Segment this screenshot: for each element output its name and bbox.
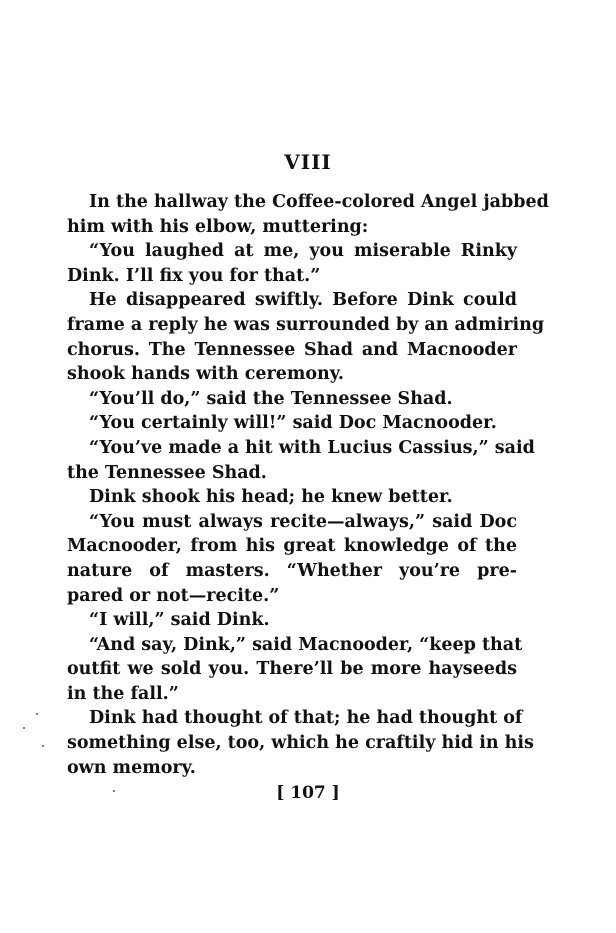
text-line: in the fall.” bbox=[67, 683, 179, 704]
text-line: Macnooder, from his great knowledge of the bbox=[67, 536, 517, 557]
paper-speck bbox=[36, 713, 38, 715]
text-line: “You’ve made a hit with Lucius Cassius,” said bbox=[89, 437, 535, 458]
text-line: the Tennessee Shad. bbox=[67, 462, 267, 483]
text-line: nature of masters. “Whether you’re pre- bbox=[67, 560, 517, 581]
body-text bbox=[67, 190, 549, 780]
text-line: Dink shook his head; he knew better. bbox=[89, 487, 453, 508]
text-line: “And say, Dink,” said Macnooder, “keep that bbox=[89, 634, 523, 655]
text-line: “You certainly will!” said Doc Macnooder. bbox=[89, 413, 497, 434]
text-line: him with his elbow, muttering: bbox=[67, 216, 369, 237]
text-line: Dink. I’ll fix you for that.” bbox=[67, 265, 321, 286]
text-line: chorus. The Tennessee Shad and Macnooder bbox=[67, 339, 517, 360]
text-line: “You must always recite—always,” said Doc bbox=[89, 511, 517, 532]
text-line: pared or not—recite.” bbox=[67, 585, 280, 606]
text-line: “I will,” said Dink. bbox=[89, 610, 270, 631]
paper-speck bbox=[113, 790, 115, 792]
text-line: own memory. bbox=[67, 757, 196, 778]
page-number: [ 107 ] bbox=[276, 783, 340, 803]
text-line: “You laughed at me, you miserable Rinky bbox=[89, 241, 517, 262]
text-line: Dink had thought of that; he had thought of bbox=[89, 708, 523, 729]
text-line: shook hands with ceremony. bbox=[67, 364, 345, 385]
text-line: “You’ll do,” said the Tennessee Shad. bbox=[89, 388, 453, 409]
text-line: In the hallway the Coffee-colored Angel jabbed bbox=[89, 192, 549, 212]
text-line: He disappeared swiftly. Before Dink could bbox=[89, 290, 517, 311]
paper-speck bbox=[42, 745, 44, 747]
paper-speck bbox=[23, 727, 25, 729]
text-line: something else, too, which he craftily hid in his bbox=[67, 733, 534, 754]
text-line: frame a reply he was surrounded by an admiring bbox=[67, 314, 545, 335]
text-line: outfit we sold you. There’ll be more hayseeds bbox=[67, 659, 517, 680]
chapter-heading: VIII bbox=[284, 150, 332, 174]
